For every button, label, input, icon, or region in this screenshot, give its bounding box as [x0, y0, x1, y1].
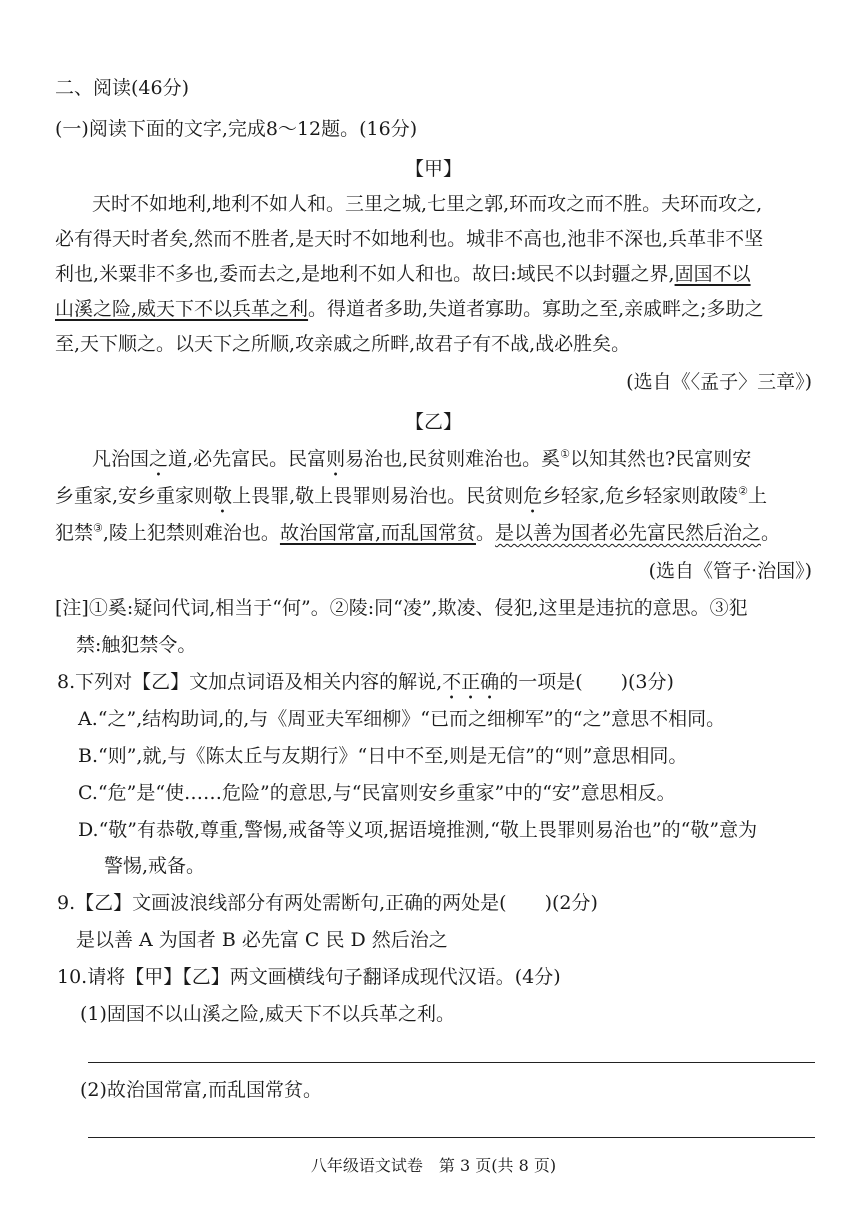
underlined-sentence: 固国不以 — [674, 263, 751, 285]
passage-jia-heading: 【甲】 — [404, 158, 462, 180]
dotted-word: 不正确 — [442, 671, 500, 693]
passage-text: 。 — [475, 522, 495, 544]
question-text: 8.下列对【乙】文加点词语及相关内容的解说, — [57, 671, 443, 693]
passage-jia-source: (选自《〈孟子〉三章》) — [626, 371, 812, 393]
question-text: 的一项是( )(3分) — [499, 671, 674, 693]
passage-text: ,陵上犯禁则难治也。 — [102, 522, 280, 544]
question-8-option-c: C.“危”是“使……危险”的意思,与“民富则安乡重家”中的“安”意思相反。 — [78, 782, 676, 804]
passage-text: 。 — [761, 522, 781, 544]
footnote-marker: ① — [560, 447, 571, 461]
passage-jia-line — [55, 297, 764, 321]
passage-jia-line: 必有得天时者矣,然而不胜者,是天时不如地利也。城非不高也,池非不深也,兵革非不坚 — [55, 228, 764, 250]
passage-text: 易治也,民贫则难治也。奚 — [345, 448, 561, 470]
question-10-stem: 10.请将【甲】【乙】两文画横线句子翻译成现代汉语。(4分) — [57, 966, 561, 988]
question-8-option-d: D.“敬”有恭敬,尊重,警惕,戒备等义项,据语境推测,“敬上畏罪则易治也”的“敬”意为 — [78, 819, 758, 841]
passage-text: 道,必先富民。民富 — [168, 448, 327, 470]
passage-yi-line — [55, 484, 767, 518]
question-10-part-1: (1)固国不以山溪之险,威天下不以兵革之利。 — [80, 1003, 455, 1025]
footnote-marker: ② — [738, 484, 749, 498]
passage-text: 上畏罪,敬上畏罪则易治也。民贫则 — [232, 485, 524, 507]
page-footer: 八年级语文试卷 第 3 页(共 8 页) — [310, 1156, 557, 1175]
passage-jia-line — [55, 262, 751, 286]
passage-jia-line: 天时不如地利,地利不如人和。三里之城,七里之郭,环而攻之而不胜。夫环而攻之, — [92, 193, 763, 215]
question-9-stem: 9.【乙】文画波浪线部分有两处需断句,正确的两处是( )(2分) — [57, 892, 598, 914]
underlined-sentence: 故治国常富,而乱国常贫 — [279, 522, 476, 544]
dotted-word: 敬 — [213, 485, 233, 507]
passage-yi-line — [55, 521, 780, 545]
section-title: 二、阅读(46分) — [55, 77, 190, 99]
passage-text: 以知其然也?民富则安 — [570, 448, 752, 470]
question-8-stem — [57, 670, 674, 704]
subsection-title: (一)阅读下面的文字,完成8～12题。(16分) — [55, 118, 418, 140]
passage-text: 利也,米粟非不多也,委而去之,是地利不如人和也。故曰:域民不以封疆之界, — [55, 263, 675, 285]
footnote-marker: ③ — [93, 521, 103, 535]
notes-line: 禁:触犯禁令。 — [76, 634, 197, 656]
passage-text: 犯禁 — [55, 522, 94, 544]
wavy-underlined-sentence: 是以善为国者必先富民然后治之 — [495, 522, 762, 544]
passage-text: 。得道者多助,失道者寡助。寡助之至,亲戚畔之;多助之 — [308, 298, 764, 320]
question-8-option-d-cont: 警惕,戒备。 — [104, 855, 206, 877]
passage-yi-heading: 【乙】 — [404, 411, 462, 433]
passage-yi-source: (选自《管子·治国》) — [648, 560, 812, 582]
passage-jia-line: 至,天下顺之。以天下之所顺,攻亲戚之所畔,故君子有不战,战必胜矣。 — [55, 333, 631, 355]
passage-text: 乡重家,安乡重家则 — [55, 485, 214, 507]
question-10-part-2: (2)故治国常富,而乱国常贫。 — [80, 1079, 322, 1101]
underlined-sentence: 山溪之险,威天下不以兵革之利 — [55, 298, 309, 320]
answer-line[interactable] — [88, 1137, 815, 1138]
question-8-option-b: B.“则”,就,与《陈太丘与友期行》“日中不至,则是无信”的“则”意思相同。 — [78, 745, 688, 767]
passage-text: 乡轻家,危乡轻家则敢陵 — [542, 485, 739, 507]
question-9-options: 是以善 A 为国者 B 必先富 C 民 D 然后治之 — [76, 929, 448, 951]
passage-text: 上 — [748, 485, 768, 507]
dotted-word: 之 — [149, 448, 169, 470]
passage-yi-line — [92, 447, 751, 481]
dotted-word: 则 — [326, 448, 346, 470]
notes-line: [注]①奚:疑问代词,相当于“何”。②陵:同“凌”,欺凌、侵犯,这里是违抗的意思。③犯 — [55, 597, 748, 619]
dotted-word: 危 — [523, 485, 543, 507]
answer-line[interactable] — [88, 1062, 815, 1063]
question-8-option-a: A.“之”,结构助词,的,与《周亚夫军细柳》“已而之细柳军”的“之”意思不相同。 — [78, 708, 726, 730]
passage-text: 凡治国 — [92, 448, 150, 470]
